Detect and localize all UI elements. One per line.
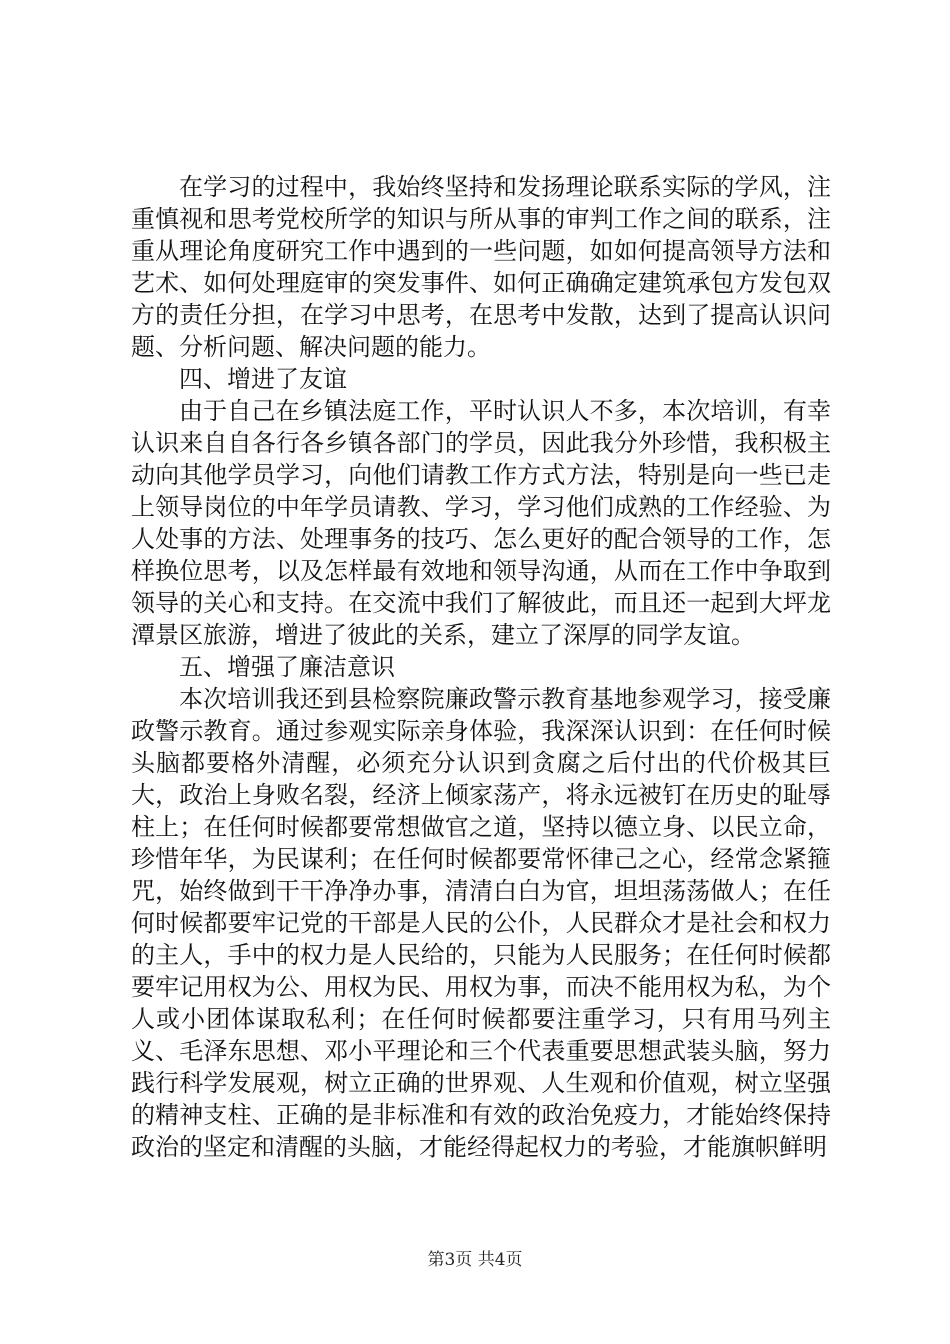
paragraph-study-theory: 在学习的过程中，我始终坚持和发扬理论联系实际的学风，注重慎视和思考党校所学的知识与所从事的审判工作之间的联系，注重从理论角度研究工作中遇到的一些问题，如如何提高领导方法和艺术、如何处理庭审的突发事件、如何正确确定建筑承包方发包双方的责任分担，在学习中思考，在思考中发散，达到了提高认识问题、分析问题、解决问题的能力。 [131,173,831,361]
section-heading-integrity: 五、增强了廉洁意识 [179,653,395,681]
page-footer: 第3页 共4页 [427,1250,523,1270]
document-body [131,171,831,1163]
section-heading-friendship: 四、增进了友谊 [179,365,347,393]
paragraph-friendship: 由于自己在乡镇法庭工作，平时认识人不多，本次培训，有幸认识来自自各行各乡镇各部门的学员，因此我分外珍惜，我积极主动向其他学员学习，向他们请教工作方式方法，特别是向一些已走上领导岗位的中年学员请教、学习，学习他们成熟的工作经验、为人处事的方法、处理事务的技巧、怎么更好的配合领导的工作，怎样换位思考，以及怎样最有效地和领导沟通，从而在工作中争取到领导的关心和支持。在交流中我们了解彼此，而且还一起到大坪龙潭景区旅游，增进了彼此的关系，建立了深厚的同学友谊。 [131,397,831,649]
paragraph-integrity: 本次培训我还到县检察院廉政警示教育基地参观学习，接受廉政警示教育。通过参观实际亲身体验，我深深认识到：在任何时候头脑都要格外清醒，必须充分认识到贪腐之后付出的代价极其巨大，政治上身败名裂，经济上倾家荡产，将永远被钉在历史的耻辱柱上；在任何时候都要常想做官之道，坚持以德立身、以民立命，珍惜年华，为民谋利；在任何时候都要常怀律己之心，经常念紧箍咒，始终做到干干净净办事，清清白白为官，坦坦荡荡做人；在任何时候都要牢记党的干部是人民的公仆，人民群众才是社会和权力的主人，手中的权力是人民给的，只能为人民服务；在任何时候都要牢记用权为公、用权为民、用权为事，而决不能用权为私，为个人或小团体谋取私利；在任何时候都要注重学习，只有用马列主义、毛泽东思想、邓小平理论和三个代表重要思想武装头脑，努力践行科学发展观，树立正确的世界观、人生观和价值观，树立坚强的精神支柱、正确的是非标准和有效的政治免疫力，才能始终保持政治的坚定和清醒的头脑，才能经得起权力的考验，才能旗帜鲜明 [131,685,831,1161]
